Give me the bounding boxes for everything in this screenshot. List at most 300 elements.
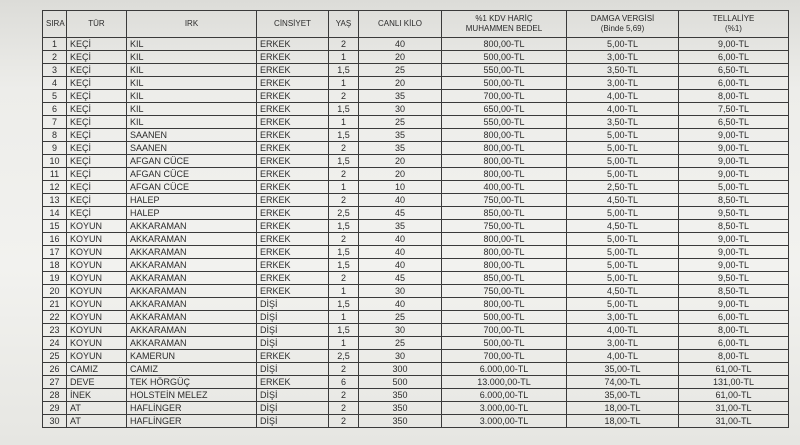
yas-cell: 1 bbox=[329, 285, 359, 298]
tur-cell: KOYUN bbox=[67, 285, 127, 298]
irk-cell: KIL bbox=[127, 51, 257, 64]
sira-cell: 26 bbox=[43, 363, 67, 376]
irk-cell: AKKARAMAN bbox=[127, 324, 257, 337]
cinsiyet-cell: DİŞİ bbox=[257, 402, 329, 415]
damga-cell: 5,00-TL bbox=[567, 38, 679, 51]
tellaliye-cell: 6,00-TL bbox=[679, 337, 789, 350]
tellaliye-cell: 9,00-TL bbox=[679, 155, 789, 168]
cinsiyet-cell: ERKEK bbox=[257, 64, 329, 77]
tellaliye-cell: 9,00-TL bbox=[679, 246, 789, 259]
header-tellaliye-line-1: TELLALİYE bbox=[712, 14, 755, 23]
canli-kilo-cell: 40 bbox=[359, 38, 442, 51]
tur-cell: DEVE bbox=[67, 376, 127, 389]
sira-cell: 14 bbox=[43, 207, 67, 220]
sira-cell: 22 bbox=[43, 311, 67, 324]
table-row bbox=[43, 311, 789, 324]
canli-kilo-cell: 35 bbox=[359, 90, 442, 103]
yas-cell: 2 bbox=[329, 389, 359, 402]
sira-cell: 3 bbox=[43, 64, 67, 77]
bedel-cell: 3.000,00-TL bbox=[442, 402, 567, 415]
sira-cell: 1 bbox=[43, 38, 67, 51]
table-row bbox=[43, 38, 789, 51]
damga-cell: 3,00-TL bbox=[567, 77, 679, 90]
yas-cell: 6 bbox=[329, 376, 359, 389]
damga-cell: 18,00-TL bbox=[567, 402, 679, 415]
irk-cell: KAMERUN bbox=[127, 350, 257, 363]
bedel-cell: 3.000,00-TL bbox=[442, 415, 567, 428]
cinsiyet-cell: ERKEK bbox=[257, 38, 329, 51]
yas-cell: 2 bbox=[329, 142, 359, 155]
yas-cell: 2 bbox=[329, 38, 359, 51]
table-row bbox=[43, 363, 789, 376]
tur-cell: KEÇİ bbox=[67, 116, 127, 129]
tur-cell: KEÇİ bbox=[67, 103, 127, 116]
yas-cell: 1 bbox=[329, 181, 359, 194]
bedel-cell: 800,00-TL bbox=[442, 259, 567, 272]
table-row bbox=[43, 376, 789, 389]
header-yas: YAŞ bbox=[329, 11, 359, 38]
cinsiyet-cell: DİŞİ bbox=[257, 337, 329, 350]
header-cinsiyet: CİNSİYET bbox=[257, 11, 329, 38]
tur-cell: KEÇİ bbox=[67, 90, 127, 103]
cinsiyet-cell: ERKEK bbox=[257, 220, 329, 233]
yas-cell: 2,5 bbox=[329, 350, 359, 363]
bedel-cell: 700,00-TL bbox=[442, 350, 567, 363]
table-row bbox=[43, 259, 789, 272]
yas-cell: 1,5 bbox=[329, 324, 359, 337]
tellaliye-cell: 61,00-TL bbox=[679, 363, 789, 376]
yas-cell: 2,5 bbox=[329, 207, 359, 220]
sira-cell: 13 bbox=[43, 194, 67, 207]
damga-cell: 5,00-TL bbox=[567, 142, 679, 155]
bedel-cell: 550,00-TL bbox=[442, 116, 567, 129]
irk-cell: HALEP bbox=[127, 194, 257, 207]
tellaliye-cell: 8,50-TL bbox=[679, 220, 789, 233]
irk-cell: CAMIZ bbox=[127, 363, 257, 376]
irk-cell: AKKARAMAN bbox=[127, 311, 257, 324]
irk-cell: AFGAN CÜCE bbox=[127, 168, 257, 181]
table-row bbox=[43, 298, 789, 311]
tellaliye-cell: 8,50-TL bbox=[679, 194, 789, 207]
header-muhammen-bedel bbox=[442, 11, 567, 38]
table-row bbox=[43, 116, 789, 129]
sira-cell: 28 bbox=[43, 389, 67, 402]
yas-cell: 2 bbox=[329, 168, 359, 181]
irk-cell: KIL bbox=[127, 38, 257, 51]
livestock-price-table bbox=[42, 10, 789, 428]
table-row bbox=[43, 402, 789, 415]
bedel-cell: 550,00-TL bbox=[442, 64, 567, 77]
header-damga-line-2: (Binde 5,69) bbox=[600, 24, 645, 33]
bedel-cell: 500,00-TL bbox=[442, 51, 567, 64]
canli-kilo-cell: 30 bbox=[359, 103, 442, 116]
canli-kilo-cell: 45 bbox=[359, 207, 442, 220]
tur-cell: KOYUN bbox=[67, 298, 127, 311]
canli-kilo-cell: 300 bbox=[359, 363, 442, 376]
cinsiyet-cell: ERKEK bbox=[257, 168, 329, 181]
table-row bbox=[43, 142, 789, 155]
damga-cell: 5,00-TL bbox=[567, 207, 679, 220]
table-row bbox=[43, 51, 789, 64]
tellaliye-cell: 6,00-TL bbox=[679, 51, 789, 64]
tellaliye-cell: 8,50-TL bbox=[679, 285, 789, 298]
table-row bbox=[43, 129, 789, 142]
table-row bbox=[43, 90, 789, 103]
tellaliye-cell: 31,00-TL bbox=[679, 402, 789, 415]
tellaliye-cell: 6,00-TL bbox=[679, 311, 789, 324]
tur-cell: KOYUN bbox=[67, 220, 127, 233]
tur-cell: KEÇİ bbox=[67, 129, 127, 142]
bedel-cell: 6.000,00-TL bbox=[442, 389, 567, 402]
canli-kilo-cell: 20 bbox=[359, 51, 442, 64]
cinsiyet-cell: ERKEK bbox=[257, 51, 329, 64]
irk-cell: AFGAN CÜCE bbox=[127, 181, 257, 194]
irk-cell: HOLSTEİN MELEZ bbox=[127, 389, 257, 402]
irk-cell: KIL bbox=[127, 103, 257, 116]
damga-cell: 4,50-TL bbox=[567, 220, 679, 233]
table-row bbox=[43, 233, 789, 246]
table-header-row bbox=[43, 11, 789, 38]
irk-cell: KIL bbox=[127, 77, 257, 90]
irk-cell: SAANEN bbox=[127, 142, 257, 155]
canli-kilo-cell: 350 bbox=[359, 389, 442, 402]
canli-kilo-cell: 10 bbox=[359, 181, 442, 194]
tellaliye-cell: 9,00-TL bbox=[679, 233, 789, 246]
yas-cell: 1 bbox=[329, 337, 359, 350]
tur-cell: KEÇİ bbox=[67, 142, 127, 155]
yas-cell: 1,5 bbox=[329, 64, 359, 77]
irk-cell: AKKARAMAN bbox=[127, 259, 257, 272]
damga-cell: 5,00-TL bbox=[567, 233, 679, 246]
damga-cell: 3,00-TL bbox=[567, 337, 679, 350]
canli-kilo-cell: 30 bbox=[359, 285, 442, 298]
irk-cell: AKKARAMAN bbox=[127, 337, 257, 350]
canli-kilo-cell: 40 bbox=[359, 298, 442, 311]
tellaliye-cell: 9,00-TL bbox=[679, 259, 789, 272]
tur-cell: KOYUN bbox=[67, 324, 127, 337]
yas-cell: 1,5 bbox=[329, 129, 359, 142]
tur-cell: KEÇİ bbox=[67, 168, 127, 181]
damga-cell: 4,00-TL bbox=[567, 103, 679, 116]
tur-cell: İNEK bbox=[67, 389, 127, 402]
header-irk: IRK bbox=[127, 11, 257, 38]
bedel-cell: 800,00-TL bbox=[442, 298, 567, 311]
canli-kilo-cell: 40 bbox=[359, 259, 442, 272]
bedel-cell: 650,00-TL bbox=[442, 103, 567, 116]
yas-cell: 2 bbox=[329, 90, 359, 103]
tur-cell: KOYUN bbox=[67, 350, 127, 363]
canli-kilo-cell: 45 bbox=[359, 272, 442, 285]
damga-cell: 5,00-TL bbox=[567, 168, 679, 181]
canli-kilo-cell: 20 bbox=[359, 155, 442, 168]
tur-cell: KEÇİ bbox=[67, 194, 127, 207]
sira-cell: 29 bbox=[43, 402, 67, 415]
irk-cell: AFGAN CÜCE bbox=[127, 155, 257, 168]
cinsiyet-cell: ERKEK bbox=[257, 194, 329, 207]
irk-cell: TEK HÖRGÜÇ bbox=[127, 376, 257, 389]
yas-cell: 1 bbox=[329, 51, 359, 64]
damga-cell: 5,00-TL bbox=[567, 259, 679, 272]
header-tur: TÜR bbox=[67, 11, 127, 38]
table-row bbox=[43, 389, 789, 402]
damga-cell: 3,50-TL bbox=[567, 116, 679, 129]
canli-kilo-cell: 30 bbox=[359, 324, 442, 337]
tur-cell: KEÇİ bbox=[67, 51, 127, 64]
cinsiyet-cell: ERKEK bbox=[257, 207, 329, 220]
tellaliye-cell: 9,50-TL bbox=[679, 207, 789, 220]
canli-kilo-cell: 40 bbox=[359, 246, 442, 259]
bedel-cell: 700,00-TL bbox=[442, 90, 567, 103]
yas-cell: 2 bbox=[329, 272, 359, 285]
cinsiyet-cell: ERKEK bbox=[257, 103, 329, 116]
damga-cell: 5,00-TL bbox=[567, 155, 679, 168]
tur-cell: KOYUN bbox=[67, 233, 127, 246]
cinsiyet-cell: DİŞİ bbox=[257, 324, 329, 337]
tur-cell: AT bbox=[67, 402, 127, 415]
yas-cell: 2 bbox=[329, 363, 359, 376]
tur-cell: KOYUN bbox=[67, 246, 127, 259]
canli-kilo-cell: 35 bbox=[359, 220, 442, 233]
table-row bbox=[43, 337, 789, 350]
canli-kilo-cell: 25 bbox=[359, 311, 442, 324]
damga-cell: 4,00-TL bbox=[567, 90, 679, 103]
sira-cell: 2 bbox=[43, 51, 67, 64]
cinsiyet-cell: DİŞİ bbox=[257, 415, 329, 428]
tellaliye-cell: 9,00-TL bbox=[679, 129, 789, 142]
tellaliye-cell: 6,00-TL bbox=[679, 77, 789, 90]
tur-cell: KEÇİ bbox=[67, 38, 127, 51]
tellaliye-cell: 8,00-TL bbox=[679, 324, 789, 337]
tellaliye-cell: 8,00-TL bbox=[679, 350, 789, 363]
tur-cell: AT bbox=[67, 415, 127, 428]
tellaliye-cell: 9,00-TL bbox=[679, 168, 789, 181]
bedel-cell: 700,00-TL bbox=[442, 324, 567, 337]
table-row bbox=[43, 324, 789, 337]
cinsiyet-cell: ERKEK bbox=[257, 246, 329, 259]
table-body bbox=[43, 38, 789, 428]
irk-cell: AKKARAMAN bbox=[127, 246, 257, 259]
damga-cell: 4,00-TL bbox=[567, 350, 679, 363]
damga-cell: 35,00-TL bbox=[567, 363, 679, 376]
irk-cell: HAFLİNGER bbox=[127, 415, 257, 428]
damga-cell: 4,50-TL bbox=[567, 285, 679, 298]
cinsiyet-cell: ERKEK bbox=[257, 181, 329, 194]
irk-cell: HAFLİNGER bbox=[127, 402, 257, 415]
table-row bbox=[43, 285, 789, 298]
yas-cell: 1,5 bbox=[329, 155, 359, 168]
irk-cell: SAANEN bbox=[127, 129, 257, 142]
yas-cell: 1,5 bbox=[329, 220, 359, 233]
cinsiyet-cell: ERKEK bbox=[257, 142, 329, 155]
header-bedel-line-1: %1 KDV HARİÇ bbox=[475, 14, 533, 23]
damga-cell: 5,00-TL bbox=[567, 272, 679, 285]
sira-cell: 4 bbox=[43, 77, 67, 90]
sira-cell: 8 bbox=[43, 129, 67, 142]
cinsiyet-cell: DİŞİ bbox=[257, 311, 329, 324]
tellaliye-cell: 9,00-TL bbox=[679, 142, 789, 155]
sira-cell: 18 bbox=[43, 259, 67, 272]
damga-cell: 3,50-TL bbox=[567, 64, 679, 77]
yas-cell: 1,5 bbox=[329, 103, 359, 116]
damga-cell: 2,50-TL bbox=[567, 181, 679, 194]
header-sira: SIRA bbox=[43, 11, 67, 38]
damga-cell: 3,00-TL bbox=[567, 311, 679, 324]
irk-cell: AKKARAMAN bbox=[127, 220, 257, 233]
cinsiyet-cell: DİŞİ bbox=[257, 363, 329, 376]
damga-cell: 5,00-TL bbox=[567, 129, 679, 142]
cinsiyet-cell: ERKEK bbox=[257, 77, 329, 90]
header-bedel-line-2: MUHAMMEN BEDEL bbox=[465, 24, 543, 33]
sira-cell: 30 bbox=[43, 415, 67, 428]
canli-kilo-cell: 350 bbox=[359, 402, 442, 415]
yas-cell: 2 bbox=[329, 233, 359, 246]
sira-cell: 27 bbox=[43, 376, 67, 389]
sira-cell: 11 bbox=[43, 168, 67, 181]
table-row bbox=[43, 272, 789, 285]
bedel-cell: 500,00-TL bbox=[442, 77, 567, 90]
canli-kilo-cell: 35 bbox=[359, 129, 442, 142]
tellaliye-cell: 6,50-TL bbox=[679, 64, 789, 77]
table-row bbox=[43, 77, 789, 90]
bedel-cell: 850,00-TL bbox=[442, 272, 567, 285]
sira-cell: 7 bbox=[43, 116, 67, 129]
tur-cell: KOYUN bbox=[67, 337, 127, 350]
tur-cell: CAMIZ bbox=[67, 363, 127, 376]
bedel-cell: 13.000,00-TL bbox=[442, 376, 567, 389]
tur-cell: KEÇİ bbox=[67, 155, 127, 168]
yas-cell: 1 bbox=[329, 116, 359, 129]
irk-cell: AKKARAMAN bbox=[127, 285, 257, 298]
yas-cell: 2 bbox=[329, 402, 359, 415]
yas-cell: 2 bbox=[329, 415, 359, 428]
sira-cell: 10 bbox=[43, 155, 67, 168]
sira-cell: 16 bbox=[43, 233, 67, 246]
header-damga-line-1: DAMGA VERGİSİ bbox=[590, 14, 655, 23]
canli-kilo-cell: 20 bbox=[359, 77, 442, 90]
tellaliye-cell: 9,00-TL bbox=[679, 298, 789, 311]
damga-cell: 4,00-TL bbox=[567, 324, 679, 337]
sira-cell: 24 bbox=[43, 337, 67, 350]
irk-cell: AKKARAMAN bbox=[127, 298, 257, 311]
tellaliye-cell: 31,00-TL bbox=[679, 415, 789, 428]
damga-cell: 5,00-TL bbox=[567, 246, 679, 259]
damga-cell: 74,00-TL bbox=[567, 376, 679, 389]
header-canli-kilo: CANLI KİLO bbox=[359, 11, 442, 38]
cinsiyet-cell: ERKEK bbox=[257, 259, 329, 272]
irk-cell: AKKARAMAN bbox=[127, 233, 257, 246]
cinsiyet-cell: ERKEK bbox=[257, 233, 329, 246]
irk-cell: AKKARAMAN bbox=[127, 272, 257, 285]
cinsiyet-cell: ERKEK bbox=[257, 272, 329, 285]
damga-cell: 35,00-TL bbox=[567, 389, 679, 402]
tellaliye-cell: 7,50-TL bbox=[679, 103, 789, 116]
cinsiyet-cell: ERKEK bbox=[257, 116, 329, 129]
sira-cell: 25 bbox=[43, 350, 67, 363]
header-tellaliye bbox=[679, 11, 789, 38]
sira-cell: 5 bbox=[43, 90, 67, 103]
yas-cell: 1 bbox=[329, 311, 359, 324]
canli-kilo-cell: 25 bbox=[359, 116, 442, 129]
canli-kilo-cell: 35 bbox=[359, 142, 442, 155]
bedel-cell: 500,00-TL bbox=[442, 311, 567, 324]
bedel-cell: 800,00-TL bbox=[442, 246, 567, 259]
cinsiyet-cell: DİŞİ bbox=[257, 298, 329, 311]
tellaliye-cell: 5,00-TL bbox=[679, 181, 789, 194]
table-row bbox=[43, 64, 789, 77]
tur-cell: KEÇİ bbox=[67, 64, 127, 77]
table-row bbox=[43, 155, 789, 168]
tellaliye-cell: 9,00-TL bbox=[679, 38, 789, 51]
cinsiyet-cell: ERKEK bbox=[257, 155, 329, 168]
sira-cell: 19 bbox=[43, 272, 67, 285]
table-row bbox=[43, 220, 789, 233]
yas-cell: 1 bbox=[329, 77, 359, 90]
canli-kilo-cell: 25 bbox=[359, 64, 442, 77]
irk-cell: KIL bbox=[127, 90, 257, 103]
canli-kilo-cell: 25 bbox=[359, 337, 442, 350]
sira-cell: 20 bbox=[43, 285, 67, 298]
table-row bbox=[43, 246, 789, 259]
canli-kilo-cell: 20 bbox=[359, 168, 442, 181]
canli-kilo-cell: 40 bbox=[359, 194, 442, 207]
sira-cell: 23 bbox=[43, 324, 67, 337]
canli-kilo-cell: 40 bbox=[359, 233, 442, 246]
tur-cell: KOYUN bbox=[67, 272, 127, 285]
canli-kilo-cell: 350 bbox=[359, 415, 442, 428]
irk-cell: HALEP bbox=[127, 207, 257, 220]
table-row bbox=[43, 415, 789, 428]
bedel-cell: 500,00-TL bbox=[442, 337, 567, 350]
canli-kilo-cell: 500 bbox=[359, 376, 442, 389]
tur-cell: KOYUN bbox=[67, 259, 127, 272]
tellaliye-cell: 131,00-TL bbox=[679, 376, 789, 389]
bedel-cell: 800,00-TL bbox=[442, 233, 567, 246]
tellaliye-cell: 8,00-TL bbox=[679, 90, 789, 103]
irk-cell: KIL bbox=[127, 116, 257, 129]
table-row bbox=[43, 181, 789, 194]
tellaliye-cell: 9,50-TL bbox=[679, 272, 789, 285]
damga-cell: 5,00-TL bbox=[567, 298, 679, 311]
header-tellaliye-line-2: (%1) bbox=[725, 24, 742, 33]
damga-cell: 3,00-TL bbox=[567, 51, 679, 64]
tur-cell: KEÇİ bbox=[67, 77, 127, 90]
irk-cell: KIL bbox=[127, 64, 257, 77]
sira-cell: 6 bbox=[43, 103, 67, 116]
damga-cell: 18,00-TL bbox=[567, 415, 679, 428]
bedel-cell: 850,00-TL bbox=[442, 207, 567, 220]
bedel-cell: 750,00-TL bbox=[442, 194, 567, 207]
cinsiyet-cell: ERKEK bbox=[257, 90, 329, 103]
table-row bbox=[43, 207, 789, 220]
yas-cell: 1,5 bbox=[329, 246, 359, 259]
header-damga-vergisi bbox=[567, 11, 679, 38]
sira-cell: 21 bbox=[43, 298, 67, 311]
table-row bbox=[43, 103, 789, 116]
sira-cell: 15 bbox=[43, 220, 67, 233]
yas-cell: 1,5 bbox=[329, 298, 359, 311]
bedel-cell: 6.000,00-TL bbox=[442, 363, 567, 376]
tur-cell: KOYUN bbox=[67, 311, 127, 324]
bedel-cell: 800,00-TL bbox=[442, 129, 567, 142]
tur-cell: KEÇİ bbox=[67, 207, 127, 220]
bedel-cell: 800,00-TL bbox=[442, 38, 567, 51]
yas-cell: 1,5 bbox=[329, 259, 359, 272]
sira-cell: 17 bbox=[43, 246, 67, 259]
sira-cell: 12 bbox=[43, 181, 67, 194]
table-row bbox=[43, 168, 789, 181]
cinsiyet-cell: ERKEK bbox=[257, 285, 329, 298]
tur-cell: KEÇİ bbox=[67, 181, 127, 194]
